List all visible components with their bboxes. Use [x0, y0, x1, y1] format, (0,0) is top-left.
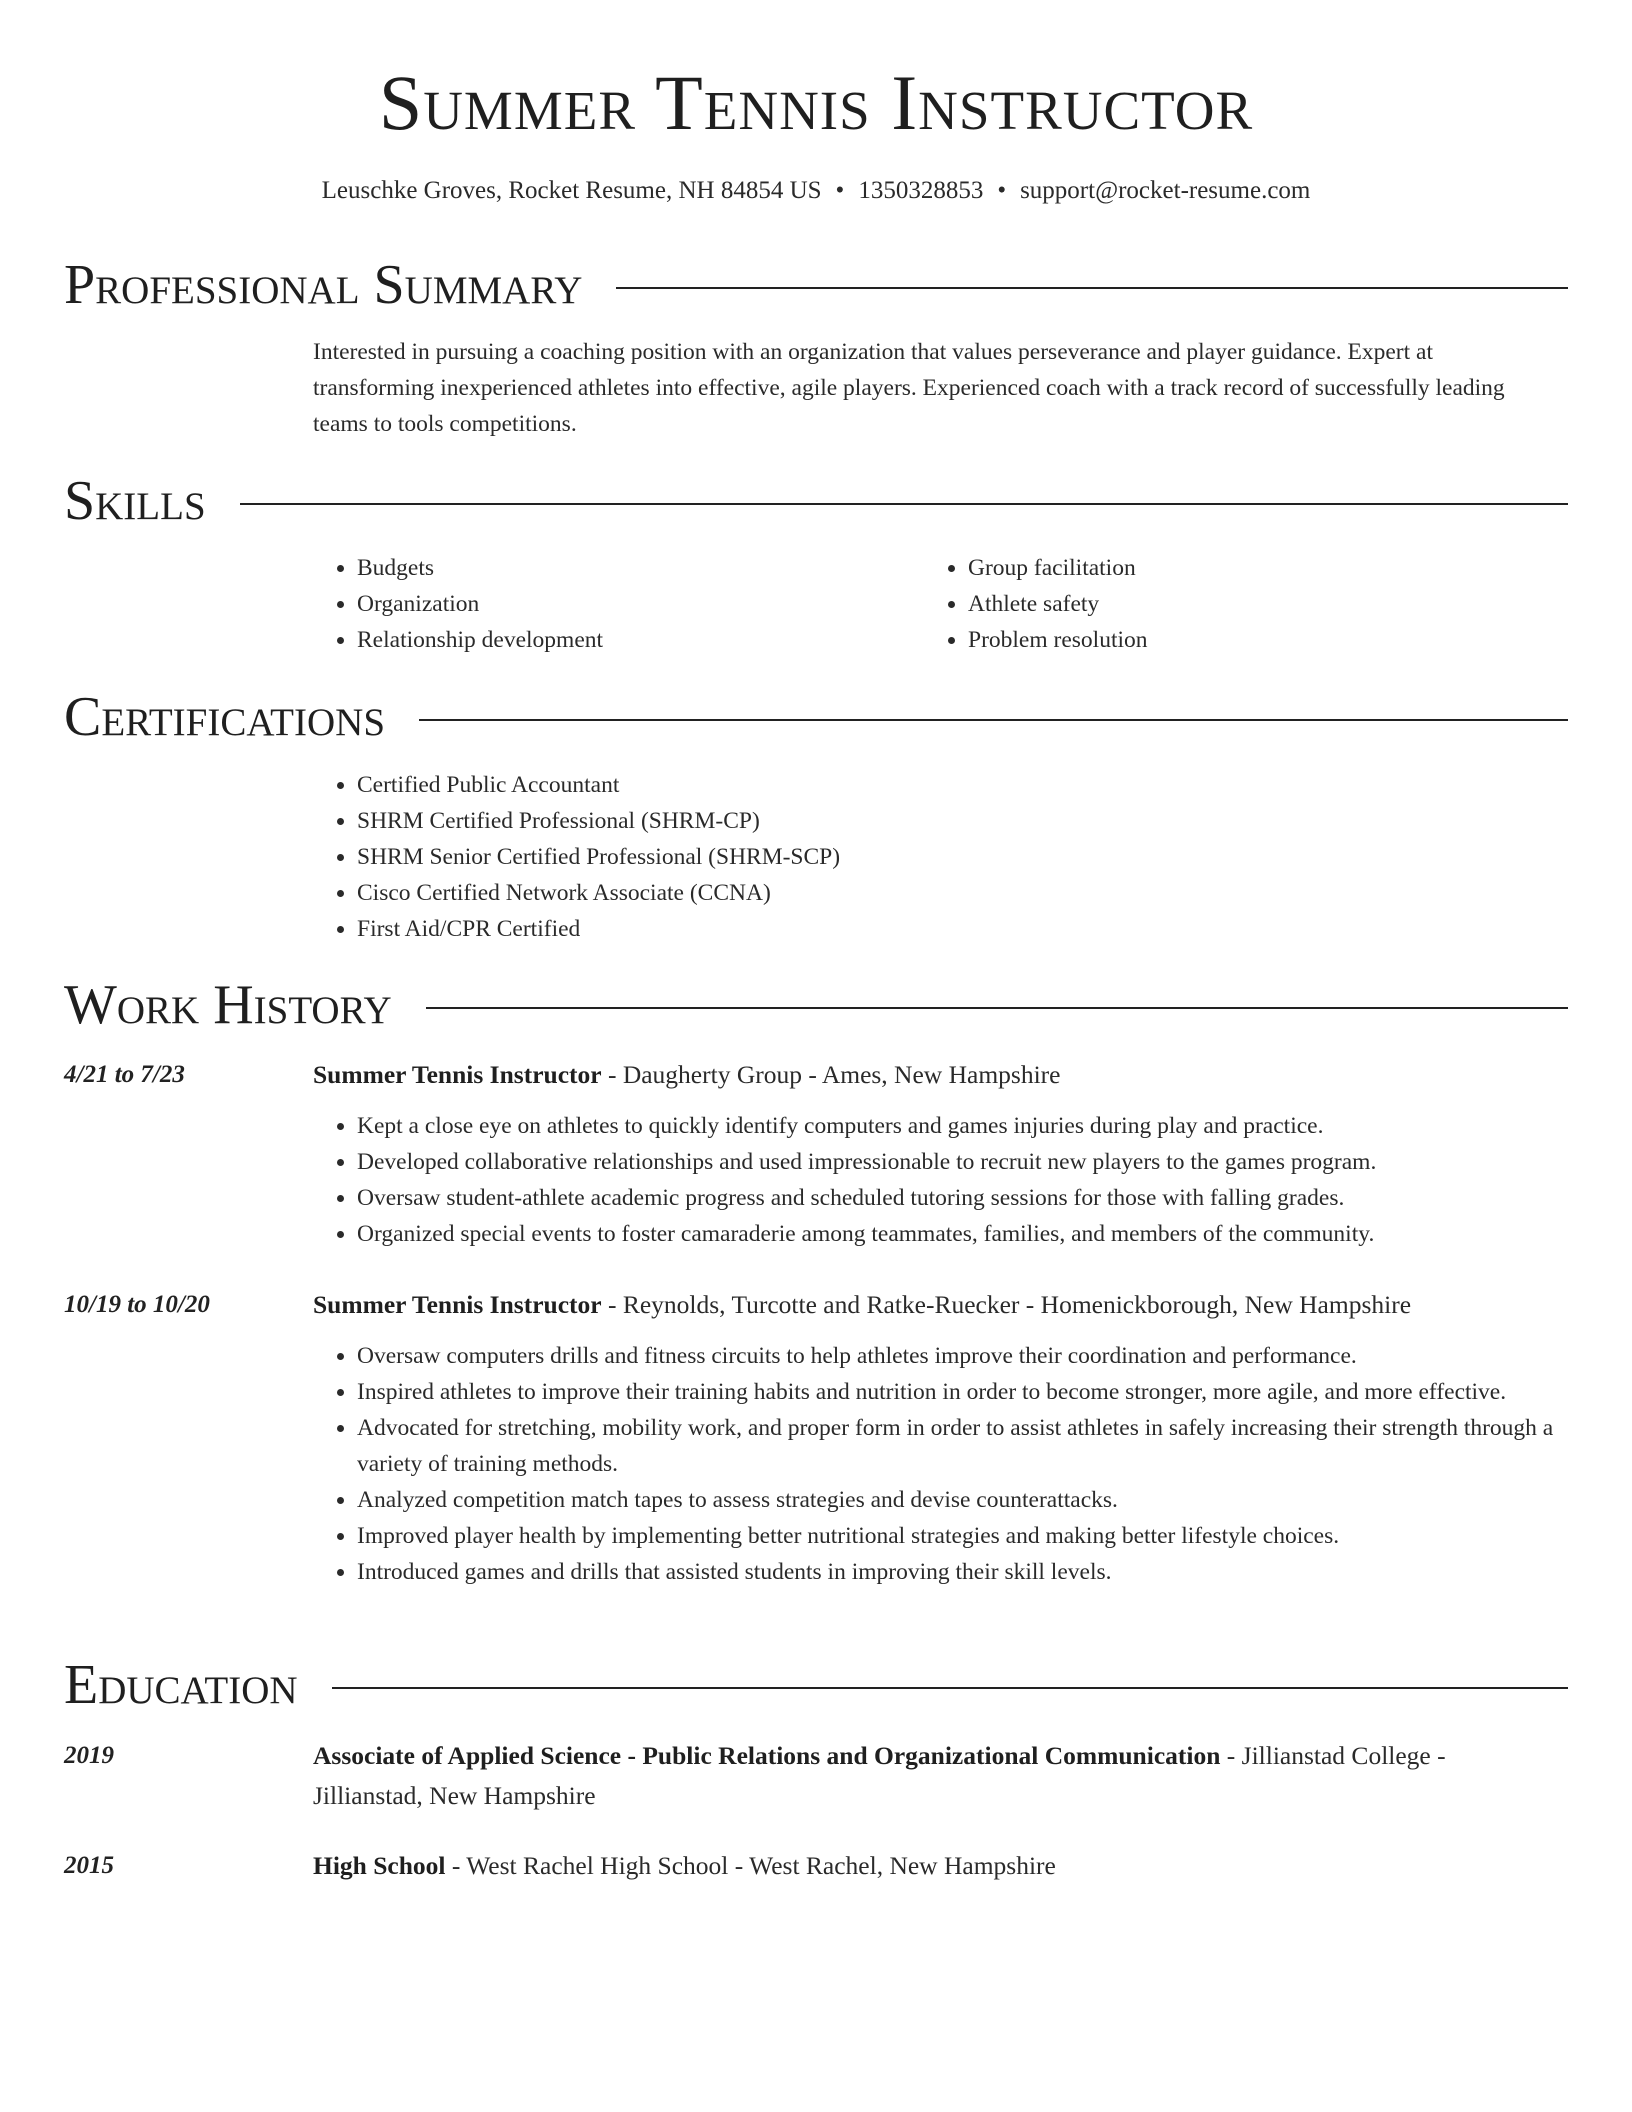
- skill-item: • Budgets: [357, 550, 913, 586]
- education-entry: [313, 1846, 1533, 1886]
- contact-phone: 1350328853: [858, 177, 984, 204]
- section-header-education: [64, 1652, 1568, 1718]
- job-dates: 4/21 to 7/23: [64, 1061, 185, 1088]
- skill-item: • Athlete safety: [968, 586, 1524, 622]
- resume-name: Summer Tennis Instructor: [378, 59, 1254, 146]
- job-bullet: • Developed collaborative relationships and used impressionable to recruit new players to the games program.: [357, 1144, 1563, 1180]
- job-bullet: • Introduced games and drills that assisted students in improving their skill levels.: [357, 1554, 1563, 1590]
- job-bullet: • Inspired athletes to improve their training habits and nutrition in order to become stronger, more agile, and more effective.: [357, 1374, 1563, 1410]
- education-entry: [313, 1736, 1543, 1816]
- job-bullet: • Advocated for stretching, mobility work, and proper form in order to assist athletes in safely increasing their strength through a variety of training methods.: [357, 1410, 1563, 1482]
- section-title-work-history: Work History: [64, 974, 392, 1036]
- certification-item: • Certified Public Accountant: [357, 767, 1563, 803]
- section-header-certifications: [64, 684, 1568, 750]
- job-title-line: [313, 1055, 1533, 1095]
- contact-address: Leuschke Groves, Rocket Resume, NH 84854 US: [321, 177, 822, 204]
- job-bullets: [313, 1108, 1563, 1252]
- section-rule: [419, 719, 1568, 721]
- section-rule: [616, 287, 1568, 289]
- skill-item: • Relationship development: [357, 622, 913, 658]
- job-bullet: • Oversaw student-athlete academic progress and scheduled tutoring sessions for those with falling grades.: [357, 1180, 1563, 1216]
- contact-line: [0, 174, 1632, 208]
- job-bullet: • Oversaw computers drills and fitness circuits to help athletes improve their coordination and performance.: [357, 1338, 1563, 1374]
- education-year: 2019: [64, 1742, 114, 1769]
- section-rule: [332, 1687, 1568, 1689]
- job-title: Summer Tennis Instructor: [313, 1060, 602, 1089]
- certifications-list: [313, 767, 1563, 947]
- section-title-skills: Skills: [64, 470, 206, 532]
- certification-item: • SHRM Certified Professional (SHRM-CP): [357, 803, 1563, 839]
- skill-item: • Organization: [357, 586, 913, 622]
- education-degree: Associate of Applied Science - Public Relations and Organizational Communication: [313, 1741, 1221, 1770]
- skills-list-left: [313, 550, 913, 658]
- section-header-work-history: [64, 972, 1568, 1038]
- skill-item: • Group facilitation: [968, 550, 1524, 586]
- certification-item: • SHRM Senior Certified Professional (SHRM-SCP): [357, 839, 1563, 875]
- job-details: - Daugherty Group - Ames, New Hampshire: [601, 1060, 1061, 1089]
- job-bullet: • Analyzed competition match tapes to assess strategies and devise counterattacks.: [357, 1482, 1563, 1518]
- education-degree: High School: [313, 1851, 446, 1880]
- section-title-certifications: Certifications: [64, 686, 386, 748]
- section-rule: [240, 503, 1568, 505]
- skill-item: • Problem resolution: [968, 622, 1524, 658]
- section-rule: [426, 1007, 1568, 1009]
- section-title-education: Education: [64, 1654, 298, 1716]
- certification-item: • Cisco Certified Network Associate (CCNA): [357, 875, 1563, 911]
- job-bullet: • Improved player health by implementing better nutritional strategies and making better lifestyle choices.: [357, 1518, 1563, 1554]
- job-title: Summer Tennis Instructor: [313, 1290, 602, 1319]
- job-bullet: • Organized special events to foster camaraderie among teammates, families, and members of the community.: [357, 1216, 1563, 1252]
- contact-separator: •: [835, 177, 845, 204]
- job-bullet: • Kept a close eye on athletes to quickly identify computers and games injuries during play and practice.: [357, 1108, 1563, 1144]
- job-details: - Reynolds, Turcotte and Ratke-Ruecker - Homenickborough, New Hampshire: [601, 1290, 1412, 1319]
- section-title-summary: Professional Summary: [64, 254, 583, 316]
- skills-list-right: [924, 550, 1524, 658]
- certification-item: • First Aid/CPR Certified: [357, 911, 1563, 947]
- education-details: - West Rachel High School - West Rachel, New Hampshire: [445, 1851, 1056, 1880]
- job-dates: 10/19 to 10/20: [64, 1291, 210, 1318]
- contact-email[interactable]: support@rocket-resume.com: [1020, 177, 1311, 204]
- job-bullets: [313, 1338, 1563, 1590]
- job-title-line: [313, 1285, 1533, 1325]
- education-details: - Jillianstad College - Jillianstad, New Hampshire: [313, 1741, 1446, 1810]
- section-header-skills: [64, 468, 1568, 534]
- education-year: 2015: [64, 1852, 114, 1879]
- contact-separator: •: [997, 177, 1007, 204]
- section-header-summary: [64, 252, 1568, 318]
- summary-text: Interested in pursuing a coaching position with an organization that values perseverance and player guidance. Expert at transforming inexperienced athletes into effective, agile players. Experienced coach with a track record of successfully leading teams to tools competitions.: [313, 339, 1505, 437]
